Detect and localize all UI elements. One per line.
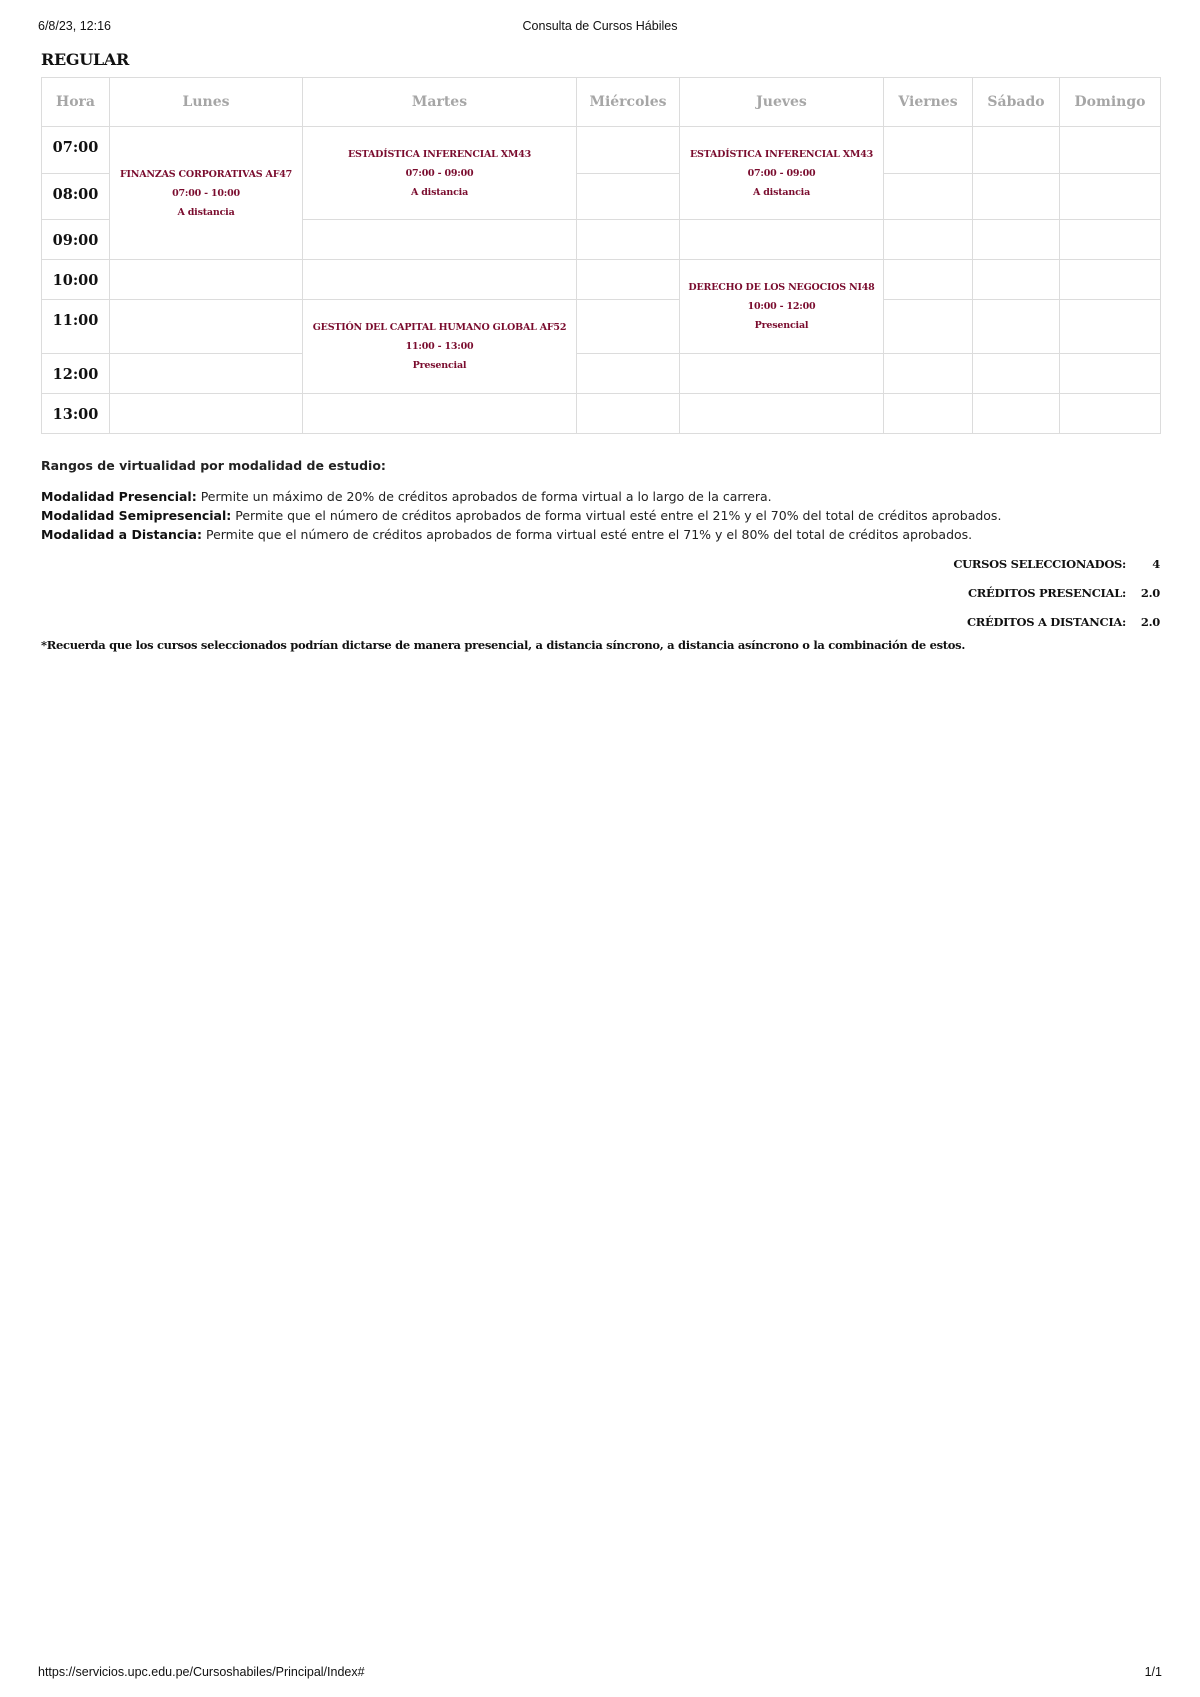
course-time: 07:00 - 09:00 <box>405 167 474 179</box>
empty-cell <box>110 394 303 434</box>
table-row <box>42 127 1161 174</box>
course-mode: A distancia <box>410 186 469 198</box>
empty-cell <box>1060 300 1161 354</box>
hour-cell: 13:00 <box>42 394 110 434</box>
mode-semipresencial <box>41 506 1160 525</box>
print-page-title: Consulta de Cursos Hábiles <box>522 19 678 33</box>
empty-cell <box>577 300 680 354</box>
course-block-estadistica-jueves[interactable] <box>680 127 884 220</box>
schedule-header-row <box>42 78 1161 127</box>
schedule-table <box>41 77 1161 434</box>
mode-label: Modalidad a Distancia: <box>41 527 202 542</box>
empty-cell <box>973 174 1060 220</box>
empty-cell <box>884 220 973 260</box>
course-mode: A distancia <box>752 186 811 198</box>
table-row <box>42 394 1161 434</box>
hour-cell: 10:00 <box>42 260 110 300</box>
course-mode: Presencial <box>412 360 467 371</box>
header-viernes: Viernes <box>884 78 973 127</box>
print-datetime: 6/8/23, 12:16 <box>38 19 111 33</box>
empty-cell <box>1060 220 1161 260</box>
empty-cell <box>973 220 1060 260</box>
table-row <box>42 354 1161 394</box>
empty-cell <box>1060 394 1161 434</box>
ranges-title: Rangos de virtualidad por modalidad de estudio: <box>41 458 386 473</box>
course-block-finanzas[interactable] <box>110 127 303 260</box>
table-row <box>42 260 1161 300</box>
empty-cell <box>973 394 1060 434</box>
course-time: 10:00 - 12:00 <box>747 301 816 312</box>
empty-cell <box>1060 354 1161 394</box>
presencial-value: 2.0 <box>1140 585 1160 600</box>
empty-cell <box>973 300 1060 354</box>
empty-cell <box>680 354 884 394</box>
summary-row-selected <box>953 549 1160 578</box>
print-header <box>0 19 1200 35</box>
hour-cell: 09:00 <box>42 220 110 260</box>
course-time: 07:00 - 09:00 <box>747 167 816 179</box>
virtuality-info <box>41 458 1160 544</box>
empty-cell <box>303 394 577 434</box>
header-lunes: Lunes <box>110 78 303 127</box>
mode-text: Permite que el número de créditos aprobados de forma virtual esté entre el 71% y el 80% del total de créditos aprobados. <box>205 527 973 542</box>
header-sabado: Sábado <box>973 78 1060 127</box>
empty-cell <box>1060 260 1161 300</box>
print-footer <box>0 1665 1200 1681</box>
empty-cell <box>303 220 577 260</box>
course-block-estadistica-martes[interactable] <box>303 127 577 220</box>
empty-cell <box>577 220 680 260</box>
distancia-value: 2.0 <box>1140 614 1160 629</box>
course-name: DERECHO DE LOS NEGOCIOS NI48 <box>688 282 875 293</box>
empty-cell <box>884 394 973 434</box>
empty-cell <box>303 260 577 300</box>
credits-summary <box>953 549 1160 636</box>
hour-cell: 07:00 <box>42 127 110 174</box>
empty-cell <box>577 127 680 174</box>
header-jueves: Jueves <box>680 78 884 127</box>
course-name: ESTADÍSTICA INFERENCIAL XM43 <box>347 148 532 160</box>
empty-cell <box>1060 174 1161 220</box>
distancia-label: CRÉDITOS A DISTANCIA: <box>966 614 1126 629</box>
mode-label: Modalidad Presencial: <box>41 489 197 504</box>
section-title: REGULAR <box>41 50 129 69</box>
mode-text: Permite un máximo de 20% de créditos aprobados de forma virtual a lo largo de la carrera. <box>200 489 772 504</box>
header-martes: Martes <box>303 78 577 127</box>
empty-cell <box>973 260 1060 300</box>
header-domingo: Domingo <box>1060 78 1161 127</box>
course-name: ESTADÍSTICA INFERENCIAL XM43 <box>689 148 874 160</box>
course-time: 07:00 - 10:00 <box>172 187 240 199</box>
empty-cell <box>110 300 303 354</box>
empty-cell <box>973 354 1060 394</box>
hour-cell: 12:00 <box>42 354 110 394</box>
empty-cell <box>680 220 884 260</box>
empty-cell <box>973 127 1060 174</box>
print-page-number: 1/1 <box>1144 1665 1162 1679</box>
course-mode: Presencial <box>754 320 809 331</box>
summary-row-distancia <box>953 607 1160 636</box>
course-mode: A distancia <box>177 206 235 218</box>
empty-cell <box>577 174 680 220</box>
empty-cell <box>577 394 680 434</box>
empty-cell <box>884 127 973 174</box>
empty-cell <box>110 260 303 300</box>
empty-cell <box>680 394 884 434</box>
summary-row-presencial <box>953 578 1160 607</box>
selected-value: 4 <box>1152 556 1160 571</box>
hour-cell: 08:00 <box>42 174 110 220</box>
empty-cell <box>110 354 303 394</box>
hour-cell: 11:00 <box>42 300 110 354</box>
course-name: GESTIÓN DEL CAPITAL HUMANO GLOBAL AF52 <box>312 322 567 333</box>
header-hora: Hora <box>42 78 110 127</box>
table-row <box>42 300 1161 354</box>
empty-cell <box>577 260 680 300</box>
mode-presencial <box>41 487 1160 506</box>
selected-label: CURSOS SELECCIONADOS: <box>953 556 1126 571</box>
empty-cell <box>884 260 973 300</box>
course-block-gestion[interactable] <box>303 300 577 394</box>
empty-cell <box>884 300 973 354</box>
empty-cell <box>577 354 680 394</box>
mode-distancia <box>41 525 1160 544</box>
mode-text: Permite que el número de créditos aprobados de forma virtual esté entre el 21% y el 70% del total de créditos aprobados. <box>235 508 1002 523</box>
disclaimer-note: *Recuerda que los cursos seleccionados podrían dictarse de manera presencial, a distancia síncrono, a distancia asíncrono o la combinación de estos. <box>41 638 966 652</box>
print-url: https://servicios.upc.edu.pe/Cursoshabiles/Principal/Index# <box>38 1665 365 1679</box>
empty-cell <box>1060 127 1161 174</box>
course-block-derecho[interactable] <box>680 260 884 354</box>
presencial-label: CRÉDITOS PRESENCIAL: <box>967 585 1126 600</box>
course-time: 11:00 - 13:00 <box>405 341 474 352</box>
header-miercoles: Miércoles <box>577 78 680 127</box>
empty-cell <box>884 174 973 220</box>
mode-label: Modalidad Semipresencial: <box>41 508 232 523</box>
empty-cell <box>884 354 973 394</box>
course-name: FINANZAS CORPORATIVAS AF47 <box>119 168 293 180</box>
